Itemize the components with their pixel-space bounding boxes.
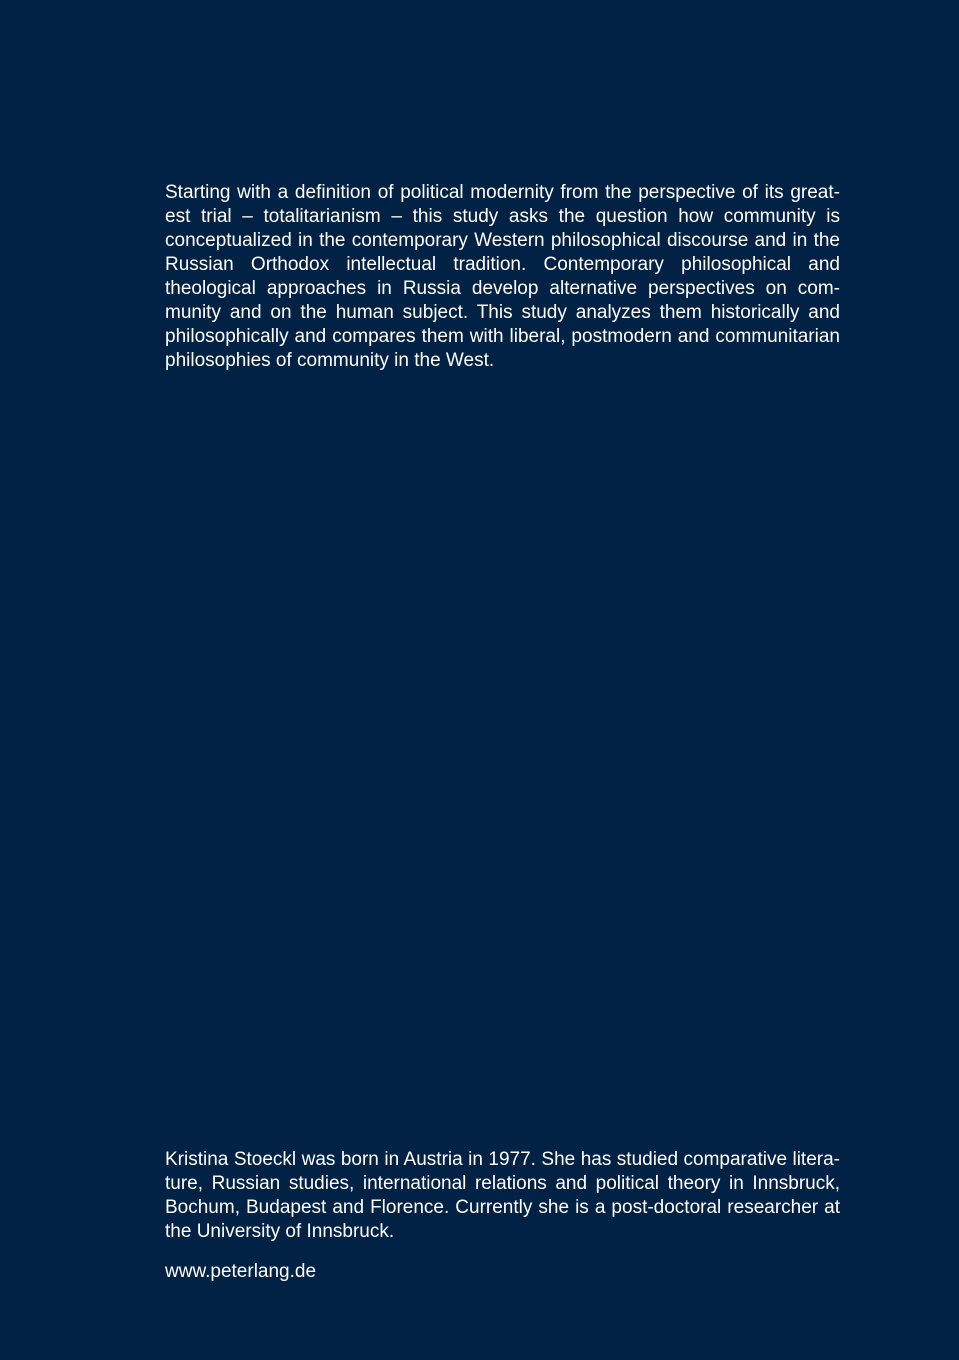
author-biography: Kristina Stoeckl was born in Austria in 1977. She has studied comparative literature, Russian studies, international relations and political theory in Innsbruck, Bochum, Budapest and Florence. Currently she is a post-doctoral researcher at the University of Innsbruck. [165,1149,840,1242]
book-description: Starting with a definition of political modernity from the perspective of its greatest trial – totalitarianism – this study asks the question how community is conceptualized in the contemporary Western philosophical discourse and in the Russian Orthodox intellectual tradition. Contemporary philosophical and theological approaches in Russia develop alternative perspectives on community and on the human subject. This study analyzes them historically and philosophically and compares them with liberal, postmodern and communitarian philosophies of community in the West. [165,182,840,371]
publisher-website: www.peterlang.de [165,1261,317,1282]
